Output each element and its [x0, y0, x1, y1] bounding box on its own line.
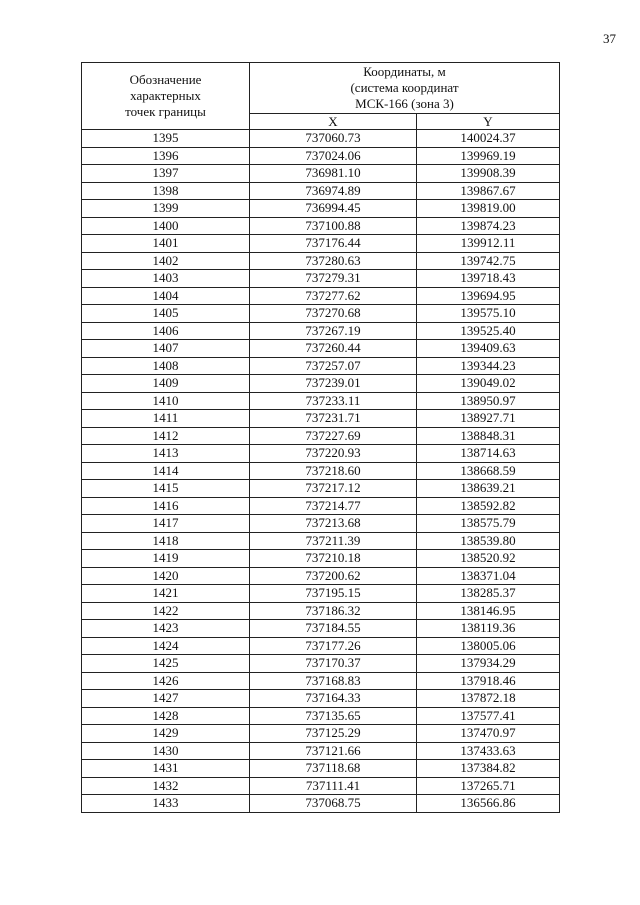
x-coordinate-cell: 737210.18 — [250, 550, 417, 568]
y-coordinate-cell: 140024.37 — [417, 130, 560, 148]
y-coordinate-cell: 139694.95 — [417, 287, 560, 305]
y-coordinate-cell: 139742.75 — [417, 252, 560, 270]
table-header — [82, 63, 560, 130]
x-coordinate-cell: 737024.06 — [250, 147, 417, 165]
table-row — [82, 620, 560, 638]
coord-header-line: (система координат — [350, 80, 459, 95]
x-coordinate-cell: 737200.62 — [250, 567, 417, 585]
x-coordinate-cell: 737280.63 — [250, 252, 417, 270]
table-row — [82, 217, 560, 235]
x-coordinate-cell: 737218.60 — [250, 462, 417, 480]
y-coordinate-cell: 137577.41 — [417, 707, 560, 725]
y-coordinate-cell: 138950.97 — [417, 392, 560, 410]
y-coordinate-cell: 138668.59 — [417, 462, 560, 480]
y-coordinate-cell: 139525.40 — [417, 322, 560, 340]
point-number-cell: 1400 — [82, 217, 250, 235]
x-coordinate-cell: 737168.83 — [250, 672, 417, 690]
y-coordinate-cell: 137384.82 — [417, 760, 560, 778]
x-coordinate-cell: 737195.15 — [250, 585, 417, 603]
y-coordinate-cell: 139874.23 — [417, 217, 560, 235]
x-coordinate-cell: 736981.10 — [250, 165, 417, 183]
table-row — [82, 532, 560, 550]
point-number-cell: 1407 — [82, 340, 250, 358]
table-row — [82, 760, 560, 778]
table-row — [82, 270, 560, 288]
x-coordinate-cell: 737217.12 — [250, 480, 417, 498]
point-number-cell: 1420 — [82, 567, 250, 585]
y-coordinate-cell: 138371.04 — [417, 567, 560, 585]
y-coordinate-cell: 136566.86 — [417, 795, 560, 813]
x-coordinate-cell: 737060.73 — [250, 130, 417, 148]
point-number-cell: 1426 — [82, 672, 250, 690]
table-row — [82, 567, 560, 585]
point-number-cell: 1410 — [82, 392, 250, 410]
y-coordinate-cell: 139409.63 — [417, 340, 560, 358]
point-number-cell: 1415 — [82, 480, 250, 498]
point-number-cell: 1416 — [82, 497, 250, 515]
x-coordinate-cell: 737186.32 — [250, 602, 417, 620]
x-coordinate-cell: 737214.77 — [250, 497, 417, 515]
y-coordinate-cell: 139867.67 — [417, 182, 560, 200]
x-coordinate-cell: 737211.39 — [250, 532, 417, 550]
table-row — [82, 147, 560, 165]
table-row — [82, 235, 560, 253]
point-header-line: Обозначение — [129, 72, 202, 87]
y-coordinate-cell: 138927.71 — [417, 410, 560, 428]
point-number-cell: 1421 — [82, 585, 250, 603]
y-coordinate-cell: 138639.21 — [417, 480, 560, 498]
coordinates-header — [250, 63, 560, 114]
x-coordinate-cell: 737118.68 — [250, 760, 417, 778]
x-coordinate-cell: 737100.88 — [250, 217, 417, 235]
point-number-cell: 1425 — [82, 655, 250, 673]
table-body — [82, 130, 560, 813]
point-number-cell: 1414 — [82, 462, 250, 480]
table-row — [82, 287, 560, 305]
point-number-cell: 1403 — [82, 270, 250, 288]
y-coordinate-cell: 139344.23 — [417, 357, 560, 375]
point-number-cell: 1411 — [82, 410, 250, 428]
y-coordinate-cell: 139819.00 — [417, 200, 560, 218]
point-number-cell: 1427 — [82, 690, 250, 708]
x-column-header: X — [250, 114, 417, 130]
table-row — [82, 445, 560, 463]
table-row — [82, 392, 560, 410]
point-number-cell: 1429 — [82, 725, 250, 743]
point-number-cell: 1408 — [82, 357, 250, 375]
table-row — [82, 340, 560, 358]
point-number-cell: 1413 — [82, 445, 250, 463]
table-row — [82, 305, 560, 323]
y-coordinate-cell: 137918.46 — [417, 672, 560, 690]
x-coordinate-cell: 737277.62 — [250, 287, 417, 305]
x-coordinate-cell: 737270.68 — [250, 305, 417, 323]
table-row — [82, 322, 560, 340]
x-coordinate-cell: 736994.45 — [250, 200, 417, 218]
point-number-cell: 1406 — [82, 322, 250, 340]
coord-header-line: Координаты, м — [363, 64, 446, 79]
point-number-cell: 1409 — [82, 375, 250, 393]
x-coordinate-cell: 737068.75 — [250, 795, 417, 813]
y-coordinate-cell: 138848.31 — [417, 427, 560, 445]
point-number-cell: 1418 — [82, 532, 250, 550]
x-coordinate-cell: 737177.26 — [250, 637, 417, 655]
table-row — [82, 602, 560, 620]
point-number-cell: 1395 — [82, 130, 250, 148]
coord-header-line: МСК-166 (зона 3) — [355, 96, 454, 111]
table-row — [82, 497, 560, 515]
point-number-cell: 1428 — [82, 707, 250, 725]
point-number-cell: 1432 — [82, 777, 250, 795]
x-coordinate-cell: 737231.71 — [250, 410, 417, 428]
x-coordinate-cell: 737135.65 — [250, 707, 417, 725]
y-column-header: Y — [417, 114, 560, 130]
point-number-cell: 1396 — [82, 147, 250, 165]
y-coordinate-cell: 138575.79 — [417, 515, 560, 533]
y-coordinate-cell: 137872.18 — [417, 690, 560, 708]
table-row — [82, 637, 560, 655]
y-coordinate-cell: 139912.11 — [417, 235, 560, 253]
table-row — [82, 375, 560, 393]
point-header-line: характерных — [130, 88, 201, 103]
table-row — [82, 655, 560, 673]
x-coordinate-cell: 737267.19 — [250, 322, 417, 340]
table-row — [82, 357, 560, 375]
table-row — [82, 777, 560, 795]
point-number-cell: 1397 — [82, 165, 250, 183]
x-coordinate-cell: 737233.11 — [250, 392, 417, 410]
x-coordinate-cell: 737111.41 — [250, 777, 417, 795]
point-designation-header — [82, 63, 250, 130]
point-number-cell: 1399 — [82, 200, 250, 218]
table-row — [82, 707, 560, 725]
x-coordinate-cell: 737239.01 — [250, 375, 417, 393]
y-coordinate-cell: 138520.92 — [417, 550, 560, 568]
y-coordinate-cell: 138592.82 — [417, 497, 560, 515]
y-coordinate-cell: 137265.71 — [417, 777, 560, 795]
table-row — [82, 795, 560, 813]
point-number-cell: 1417 — [82, 515, 250, 533]
point-header-line: точек границы — [125, 104, 206, 119]
y-coordinate-cell: 139575.10 — [417, 305, 560, 323]
table-row — [82, 725, 560, 743]
point-number-cell: 1423 — [82, 620, 250, 638]
point-number-cell: 1402 — [82, 252, 250, 270]
y-coordinate-cell: 138146.95 — [417, 602, 560, 620]
x-coordinate-cell: 737125.29 — [250, 725, 417, 743]
table-row — [82, 585, 560, 603]
point-number-cell: 1398 — [82, 182, 250, 200]
y-coordinate-cell: 139969.19 — [417, 147, 560, 165]
x-coordinate-cell: 737220.93 — [250, 445, 417, 463]
x-coordinate-cell: 737260.44 — [250, 340, 417, 358]
table-row — [82, 182, 560, 200]
point-number-cell: 1422 — [82, 602, 250, 620]
coordinates-table — [81, 62, 560, 813]
y-coordinate-cell: 138005.06 — [417, 637, 560, 655]
point-number-cell: 1424 — [82, 637, 250, 655]
table-row — [82, 200, 560, 218]
x-coordinate-cell: 737279.31 — [250, 270, 417, 288]
x-coordinate-cell: 737121.66 — [250, 742, 417, 760]
table-row — [82, 742, 560, 760]
point-number-cell: 1433 — [82, 795, 250, 813]
y-coordinate-cell: 137433.63 — [417, 742, 560, 760]
y-coordinate-cell: 139908.39 — [417, 165, 560, 183]
y-coordinate-cell: 139049.02 — [417, 375, 560, 393]
table-row — [82, 252, 560, 270]
table-row — [82, 515, 560, 533]
table-row — [82, 130, 560, 148]
y-coordinate-cell: 138119.36 — [417, 620, 560, 638]
table-row — [82, 462, 560, 480]
point-number-cell: 1404 — [82, 287, 250, 305]
table-row — [82, 690, 560, 708]
y-coordinate-cell: 137470.97 — [417, 725, 560, 743]
y-coordinate-cell: 138285.37 — [417, 585, 560, 603]
point-number-cell: 1405 — [82, 305, 250, 323]
point-number-cell: 1430 — [82, 742, 250, 760]
point-number-cell: 1431 — [82, 760, 250, 778]
x-coordinate-cell: 737213.68 — [250, 515, 417, 533]
table-row — [82, 165, 560, 183]
x-coordinate-cell: 737176.44 — [250, 235, 417, 253]
x-coordinate-cell: 737170.37 — [250, 655, 417, 673]
x-coordinate-cell: 737227.69 — [250, 427, 417, 445]
table-row — [82, 410, 560, 428]
x-coordinate-cell: 737257.07 — [250, 357, 417, 375]
table-row — [82, 550, 560, 568]
table-row — [82, 672, 560, 690]
y-coordinate-cell: 137934.29 — [417, 655, 560, 673]
page-number: 37 — [603, 31, 616, 46]
y-coordinate-cell: 138539.80 — [417, 532, 560, 550]
point-number-cell: 1419 — [82, 550, 250, 568]
x-coordinate-cell: 736974.89 — [250, 182, 417, 200]
y-coordinate-cell: 138714.63 — [417, 445, 560, 463]
x-coordinate-cell: 737184.55 — [250, 620, 417, 638]
x-coordinate-cell: 737164.33 — [250, 690, 417, 708]
point-number-cell: 1401 — [82, 235, 250, 253]
table-row — [82, 480, 560, 498]
table-row — [82, 427, 560, 445]
point-number-cell: 1412 — [82, 427, 250, 445]
y-coordinate-cell: 139718.43 — [417, 270, 560, 288]
